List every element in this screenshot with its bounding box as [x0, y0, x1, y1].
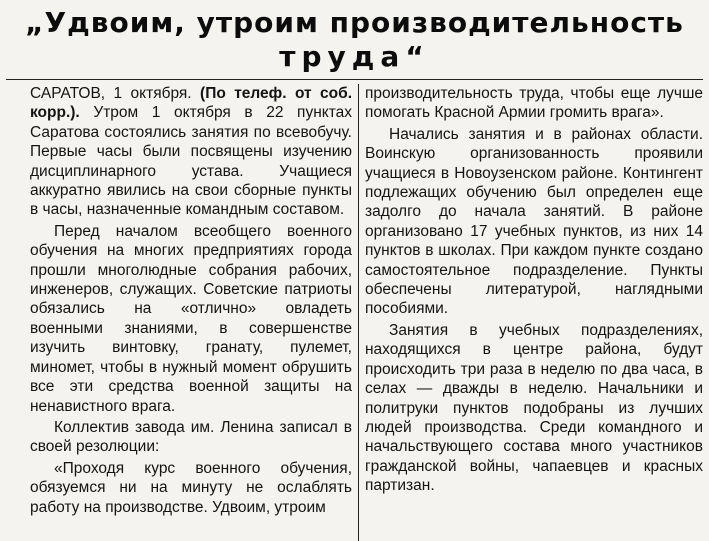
correspondent-credit: (По телеф. от соб. корр.).	[30, 85, 352, 122]
paragraph-1	[30, 84, 352, 220]
dateline: САРАТОВ, 1 октября.	[30, 85, 192, 102]
paragraph-5: производительность труда, чтобы еще лучше помогать Красной Армии громить врага».	[365, 85, 703, 122]
paragraph-7: Занятия в учебных подразделениях, находящихся в центре района, будут происходить три раза в неделю по два часа, в селах — дважды в неделю. Начальники и политруки пунктов подобраны из лучших людей производства. Среди командного и начальствующего состава много участников гражданской войны, чапаевцев и красных партизан.	[365, 321, 703, 495]
paragraph-6: Начались занятия и в районах области. Воинскую организованность проявили учащиеся в Новоузенском районе. Контингент подлежащих обучению был определен еще задолго до начала занятий. В районе организовано 17 учебных пунктов, из них 14 пунктов в школах. При каждом пункте создано самостоятельное подразделение. Пункты обеспечены литературой, наглядными пособиями.	[365, 125, 703, 318]
article-headline	[0, 6, 709, 74]
paragraph-3: Коллектив завода им. Ленина записал в своей резолюции:	[30, 418, 352, 456]
column-divider	[358, 84, 359, 541]
article-column-right	[365, 84, 703, 496]
paragraph-4: «Проходя курс военного обучения, обязуемся ни на минуту не ослаблять работу на производстве. Удвоим, утроим	[30, 459, 352, 516]
headline-line-2: труда“	[279, 40, 430, 73]
headline-rule	[6, 79, 703, 80]
paragraph-1-text: Утром 1 октября в 22 пунктах Саратова состоялись занятия по всевобучу. Первые часы были посвящены изучению дисциплинарного устава. Учащиеся аккуратно явились на свои сборные пункты в часы, назначенные командным составом.	[30, 104, 352, 219]
article-column-left	[30, 84, 352, 517]
headline-line-1: „Удвоим, утроим производительность	[25, 6, 684, 39]
paragraph-2: Перед началом всеобщего военного обучения на многих предприятиях города прошли многолюдные собрания рабочих, инженеров, служащих. Советские патриоты обязались на «отлично» овладеть военными знаниями, в совершенстве изучить винтовку, гранату, пулемет, миномет, чтобы в нужный момент обрушить все эти средства военной защиты на ненавистного врага.	[30, 222, 352, 415]
